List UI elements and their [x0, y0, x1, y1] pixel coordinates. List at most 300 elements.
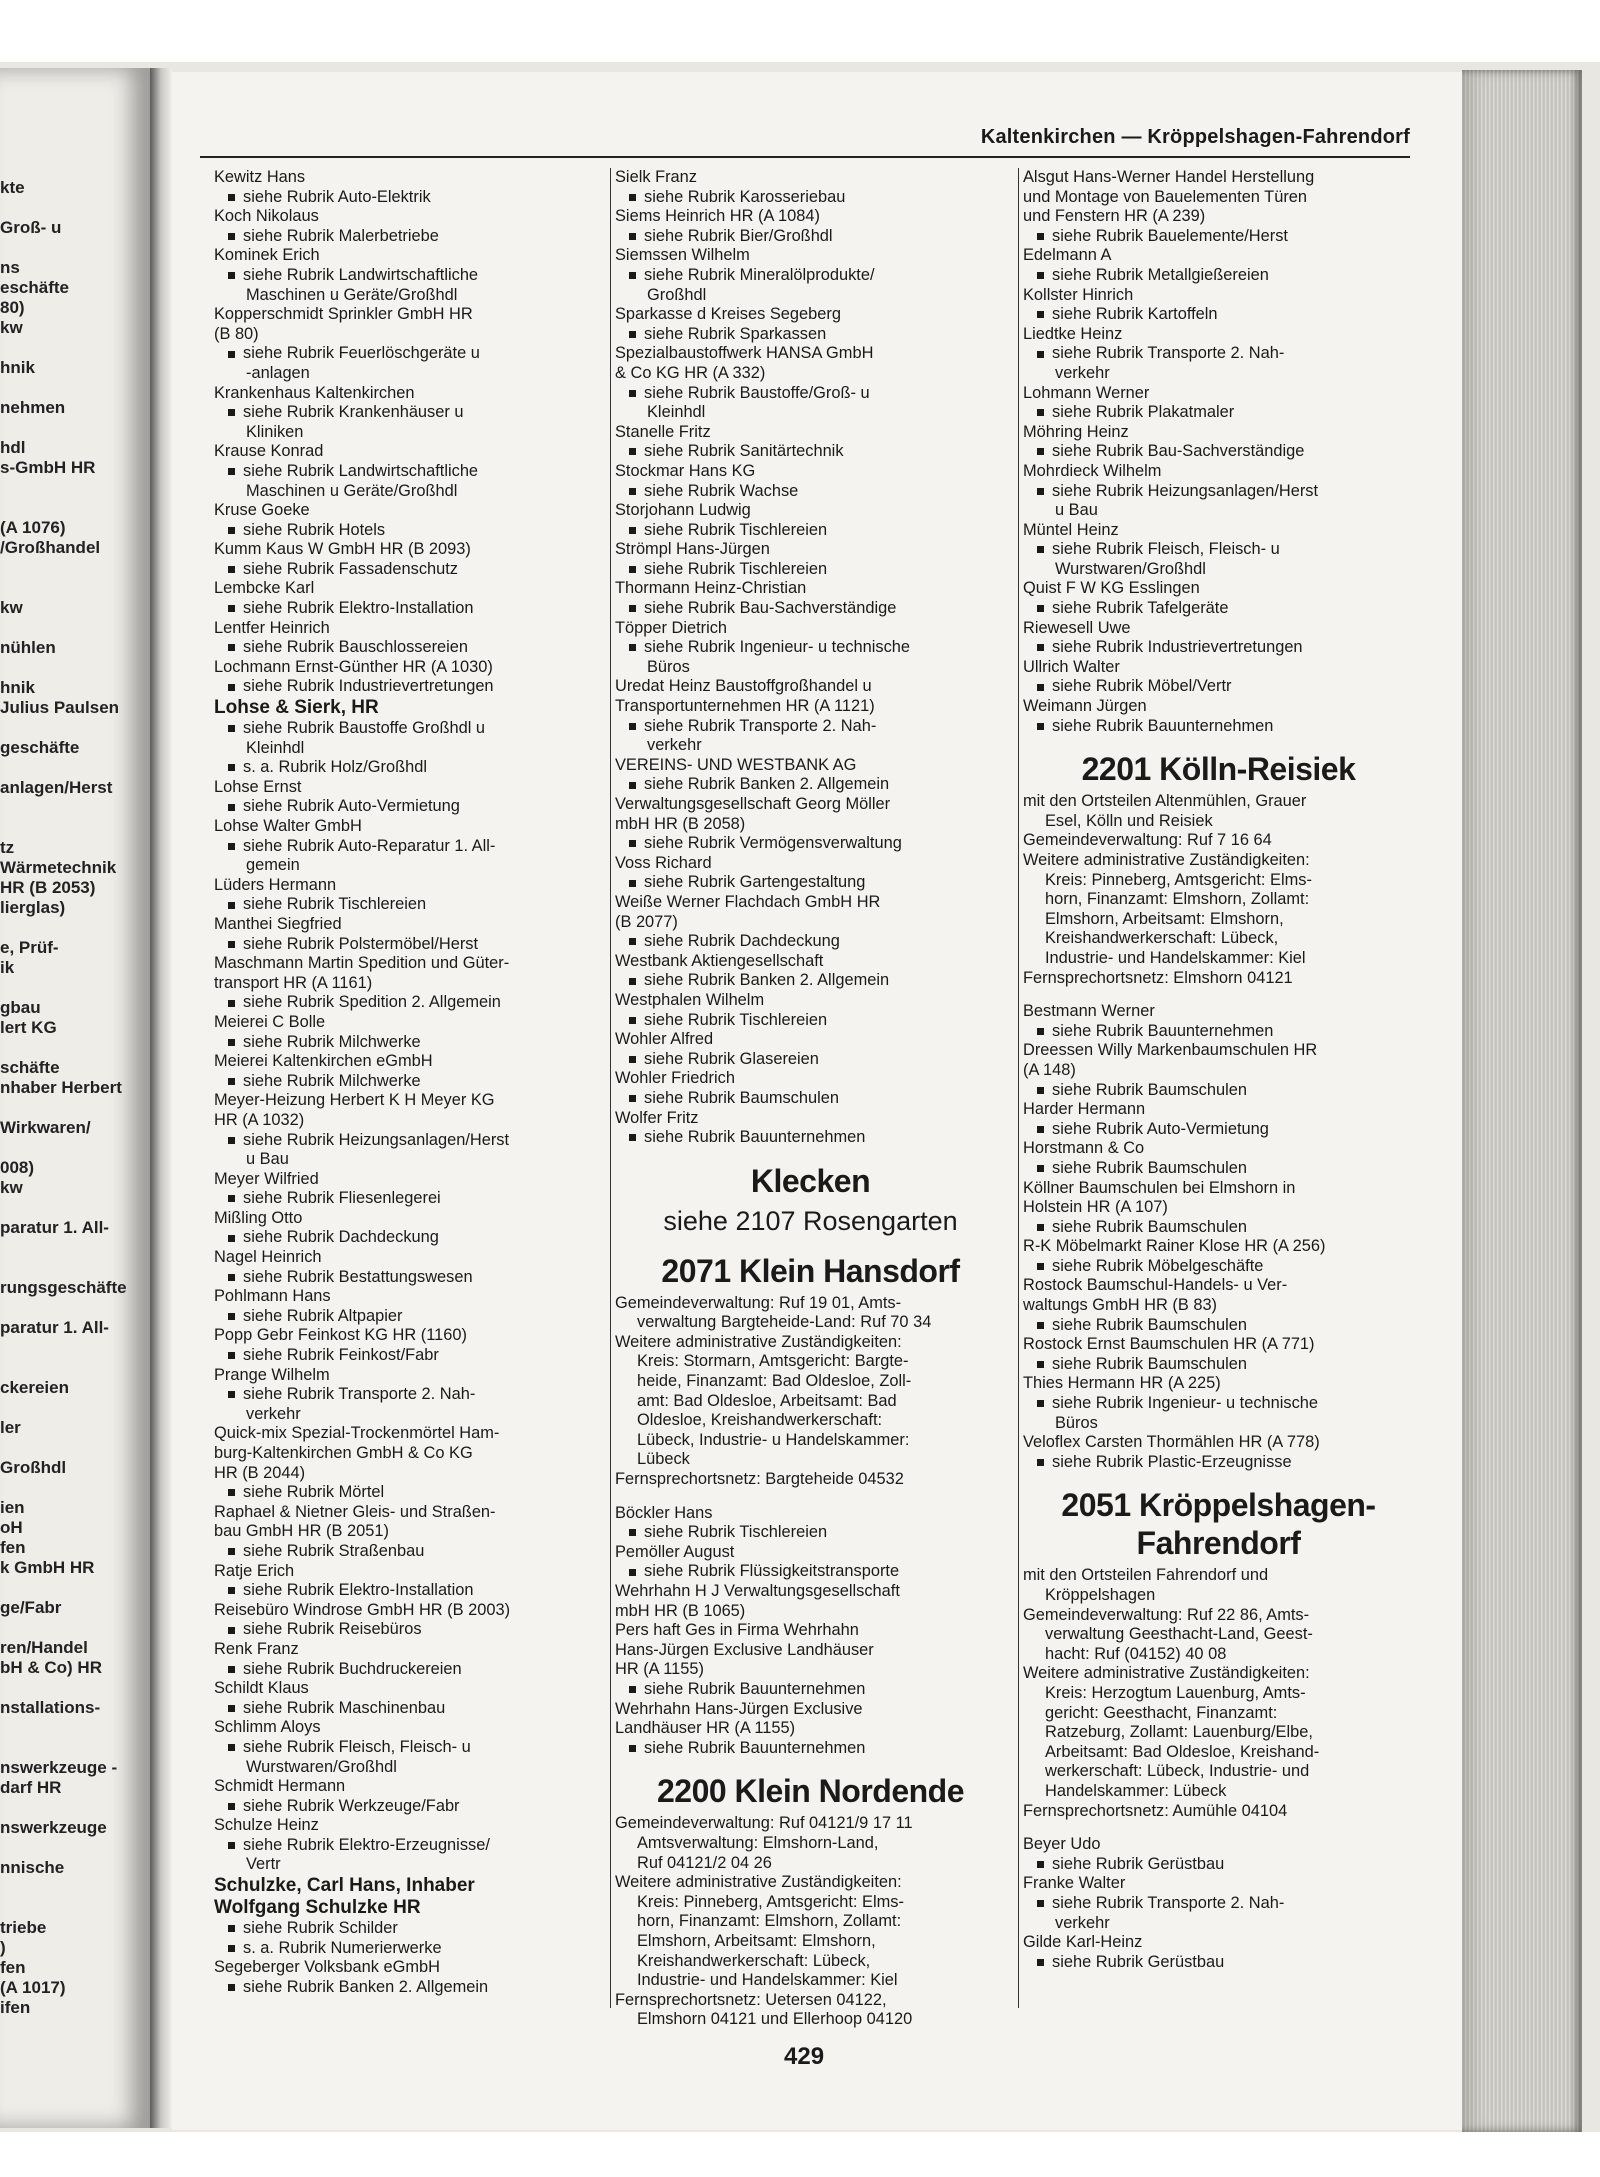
entry-name: Wohler Friedrich	[615, 1069, 735, 1088]
rubric-reference	[615, 971, 1006, 991]
rubric-reference	[214, 993, 605, 1013]
rubric-reference	[615, 560, 1006, 580]
rubric-reference-text: s. a. Rubrik Numerierwerke	[243, 1938, 442, 1957]
entry-name: Siems Heinrich HR (A 1084)	[615, 207, 820, 226]
bullet-icon	[629, 1745, 636, 1752]
entry-name: Lohmann Werner	[1023, 383, 1150, 402]
left-page-text-fragment: schäfte	[0, 1058, 60, 1077]
rubric-reference-text: siehe Rubrik Bau-Sachverständige	[644, 599, 897, 618]
rubric-reference-text: siehe Rubrik Milchwerke	[243, 1071, 421, 1090]
rubric-reference	[1023, 1355, 1414, 1375]
rubric-reference-text: siehe Rubrik Bauunternehmen	[1052, 1021, 1274, 1040]
rubric-reference-continued: Wurstwaren/Großhdl	[246, 1757, 397, 1776]
bullet-icon	[629, 331, 636, 338]
town-info-continued: Lübeck	[637, 1450, 690, 1469]
entry-name: Uredat Heinz Baustoffgroßhandel u	[615, 677, 872, 696]
town-info-continued: gericht: Geesthacht, Finanzamt:	[1045, 1703, 1278, 1722]
town-heading: 2071 Klein Hansdorf	[661, 1252, 960, 1289]
town-info-continued: Oldesloe, Kreishandwerkerschaft:	[637, 1411, 883, 1430]
left-page-text-fragment: paratur 1. All-	[0, 1318, 109, 1337]
left-page-text-fragment: nswerkzeuge -	[0, 1758, 118, 1777]
bullet-icon	[228, 1842, 235, 1849]
bullet-icon	[629, 1686, 636, 1693]
bullet-icon	[228, 764, 235, 771]
rubric-reference	[1023, 638, 1414, 658]
bullet-icon	[1037, 644, 1044, 651]
bullet-icon	[629, 880, 636, 887]
left-page-text-fragment: Großhdl	[0, 1458, 67, 1477]
left-page-text-fragment: hnik	[0, 358, 35, 377]
rubric-reference-text: siehe Rubrik Tischlereien	[243, 895, 427, 914]
town-crossref: siehe 2107 Rosengarten	[663, 1205, 958, 1236]
rubric-reference	[214, 1919, 605, 1939]
rubric-reference	[1023, 482, 1414, 502]
rubric-reference-text: siehe Rubrik Flüssigkeitstransporte	[644, 1562, 900, 1581]
entry-name: Prange Wilhelm	[214, 1365, 330, 1384]
town-info: Fernsprechortsnetz: Uetersen 04122,	[615, 1990, 887, 2009]
rubric-reference-text: siehe Rubrik Krankenhäuser u	[243, 403, 464, 422]
entry-name: Weiße Werner Flachdach GmbH HR	[615, 892, 881, 911]
bullet-icon	[228, 194, 235, 201]
rubric-reference	[214, 560, 605, 580]
bullet-icon	[228, 902, 235, 909]
bullet-icon	[1037, 1126, 1044, 1133]
rubric-reference	[214, 1939, 605, 1959]
left-page-text-fragment: kte	[0, 178, 25, 197]
entry-name: Lentfer Heinrich	[214, 618, 330, 637]
entry-name: Beyer Udo	[1023, 1835, 1101, 1854]
left-page-text-fragment: ien	[0, 1498, 25, 1517]
rubric-reference-text: siehe Rubrik Industrievertretungen	[243, 677, 494, 696]
bullet-icon	[228, 1925, 235, 1932]
entry-name: R-K Möbelmarkt Rainer Klose HR (A 256)	[1023, 1237, 1326, 1256]
rubric-reference	[1023, 1894, 1414, 1914]
town-info: Weitere administrative Zuständigkeiten:	[1023, 851, 1310, 869]
bullet-icon	[1037, 409, 1044, 416]
town-info-continued: Elmshorn, Arbeitsamt: Elmshorn,	[637, 1931, 876, 1950]
town-info: Fernsprechortsnetz: Aumühle 04104	[1023, 1801, 1288, 1820]
rubric-reference	[1023, 1453, 1414, 1473]
rubric-reference-text: siehe Rubrik Fassadenschutz	[243, 559, 459, 578]
entry-name: Pers haft Ges in Firma Wehrhahn	[615, 1621, 859, 1640]
left-page-text-fragment: paratur 1. All-	[0, 1218, 109, 1237]
rubric-reference-text: siehe Rubrik Mörtel	[243, 1483, 385, 1502]
entry-name: und Fenstern HR (A 239)	[1023, 207, 1206, 226]
rubric-reference-continued: Büros	[647, 657, 690, 676]
rubric-reference-continued: u Bau	[246, 1150, 289, 1169]
entry-name: Stockmar Hans KG	[615, 461, 756, 480]
entry-name-highlight: Schulzke, Carl Hans, Inhaber	[214, 1875, 475, 1897]
rubric-reference	[1023, 1159, 1414, 1179]
town-info-continued: Handelskammer: Lübeck	[1045, 1781, 1227, 1800]
rubric-reference-text: siehe Rubrik Gerüstbau	[1052, 1952, 1225, 1971]
entry-name: Meierei C Bolle	[214, 1012, 326, 1031]
bullet-icon	[629, 644, 636, 651]
entry-name: Wehrhahn H J Verwaltungsgesellschaft	[615, 1582, 900, 1600]
entry-name: & Co KG HR (A 332)	[615, 363, 766, 382]
bullet-icon	[228, 1313, 235, 1320]
rubric-reference-continued: Maschinen u Geräte/Großhdl	[246, 285, 458, 304]
rubric-reference	[214, 1033, 605, 1053]
entry-name: Verwaltungsgesellschaft Georg Möller	[615, 795, 891, 813]
left-page-text-fragment: kw	[0, 318, 23, 337]
rubric-reference-text: siehe Rubrik Transporte 2. Nah-	[644, 716, 877, 735]
entry-name: Harder Hermann	[1023, 1100, 1146, 1119]
entry-name: Lohse Ernst	[214, 777, 302, 796]
entry-name: Lembcke Karl	[214, 579, 315, 598]
bullet-icon	[228, 1274, 235, 1281]
entry-name: Schmidt Hermann	[214, 1777, 346, 1796]
entry-name: Kumm Kaus W GmbH HR (B 2093)	[214, 540, 471, 559]
rubric-reference	[615, 599, 1006, 619]
entry-name-highlight: Wolfgang Schulzke HR	[214, 1897, 421, 1919]
rubric-reference	[1023, 540, 1414, 560]
rubric-reference	[1023, 1316, 1414, 1336]
bullet-icon	[1037, 1459, 1044, 1466]
bullet-icon	[1037, 723, 1044, 730]
rubric-reference-continued: verkehr	[647, 736, 702, 755]
entry-name: Möhring Heinz	[1023, 422, 1129, 441]
rubric-reference	[615, 325, 1006, 345]
entry-name-highlight: Lohse & Sierk, HR	[214, 697, 379, 719]
left-page-text-fragment: ge/Fabr	[0, 1598, 62, 1617]
bullet-icon	[1037, 311, 1044, 318]
entry-name: Reisebüro Windrose GmbH HR (B 2003)	[214, 1600, 511, 1619]
rubric-reference-text: siehe Rubrik Baumschulen	[1052, 1315, 1247, 1334]
entry-name: Meyer Wilfried	[214, 1169, 319, 1188]
rubric-reference-text: siehe Rubrik Sanitärtechnik	[644, 442, 844, 461]
rubric-reference-text: siehe Rubrik Spedition 2. Allgemein	[243, 993, 501, 1012]
town-info-continued: Kreishandwerkerschaft: Lübeck,	[1045, 929, 1279, 948]
entry-name: Quist F W KG Esslingen	[1023, 579, 1200, 598]
rubric-reference-text: siehe Rubrik Wachse	[644, 481, 799, 500]
bullet-icon	[228, 468, 235, 475]
rubric-reference-text: s. a. Rubrik Holz/Großhdl	[243, 758, 427, 777]
town-info-continued: Kreis: Herzogtum Lauenburg, Amts-	[1045, 1683, 1306, 1702]
rubric-reference	[214, 1072, 605, 1092]
left-page-text-fragment: lert KG	[0, 1018, 57, 1037]
left-page-text-fragment: bH & Co) HR	[0, 1658, 102, 1677]
rubric-reference-text: siehe Rubrik Auto-Vermietung	[243, 797, 460, 816]
rubric-reference	[1023, 1081, 1414, 1101]
entry-name: Schulze Heinz	[214, 1816, 319, 1835]
entry-name: transport HR (A 1161)	[214, 973, 373, 992]
rubric-reference-text: siehe Rubrik Dachdeckung	[243, 1228, 439, 1247]
entry-name: Landhäuser HR (A 1155)	[615, 1719, 796, 1738]
rubric-reference-text: siehe Rubrik Bau-Sachverständige	[1052, 442, 1305, 461]
rubric-reference	[615, 638, 1006, 658]
left-page-text-fragment: /Großhandel	[0, 538, 101, 557]
entry-name: bau GmbH HR (B 2051)	[214, 1522, 389, 1541]
bullet-icon	[228, 1078, 235, 1085]
rubric-reference	[214, 599, 605, 619]
entry-name: Müntel Heinz	[1023, 520, 1119, 539]
entry-name: Westphalen Wilhelm	[615, 990, 765, 1009]
rubric-reference-continued: Großhdl	[647, 285, 707, 304]
rubric-reference-text: siehe Rubrik Landwirtschaftliche	[243, 265, 479, 284]
rubric-reference-text: siehe Rubrik Bauunternehmen	[644, 1738, 866, 1757]
left-page-text-fragment: triebe	[0, 1918, 47, 1937]
rubric-reference	[214, 1307, 605, 1327]
rubric-reference	[1023, 1855, 1414, 1875]
entry-name: Schlimm Aloys	[214, 1718, 321, 1737]
rubric-reference-text: siehe Rubrik Karosseriebau	[644, 187, 846, 206]
bullet-icon	[228, 644, 235, 651]
entry-name: waltungs GmbH HR (B 83)	[1023, 1296, 1218, 1315]
rubric-reference-continued: u Bau	[1055, 501, 1098, 520]
rubric-reference	[214, 1483, 605, 1503]
rubric-reference	[214, 1660, 605, 1680]
entry-name: Pemöller August	[615, 1542, 735, 1561]
entry-name: Köllner Baumschulen bei Elmshorn in	[1023, 1178, 1296, 1197]
rubric-reference	[1023, 305, 1414, 325]
bullet-icon	[629, 978, 636, 985]
left-page-text-fragment: ik	[0, 958, 15, 977]
bullet-icon	[1037, 351, 1044, 358]
bullet-icon	[228, 1195, 235, 1202]
entry-name: Thies Hermann HR (A 225)	[1023, 1374, 1221, 1393]
rubric-reference	[615, 775, 1006, 795]
rubric-reference-text: siehe Rubrik Hotels	[243, 520, 386, 539]
town-info: Weitere administrative Zuständigkeiten:	[1023, 1664, 1310, 1683]
town-info: Fernsprechortsnetz: Elmshorn 04121	[1023, 968, 1293, 987]
bullet-icon	[1037, 272, 1044, 279]
bullet-icon	[228, 351, 235, 358]
entry-name: Storjohann Ludwig	[615, 501, 751, 520]
entry-name: Koch Nikolaus	[214, 207, 319, 226]
bullet-icon	[228, 1548, 235, 1555]
rubric-reference-continued: Wurstwaren/Großhdl	[1055, 559, 1206, 578]
entry-name: Kewitz Hans	[214, 168, 306, 186]
rubric-reference	[214, 1978, 605, 1998]
town-info-continued: werkerschaft: Lübeck, Industrie- und	[1045, 1762, 1310, 1781]
left-page-text-fragment: nnische	[0, 1858, 65, 1877]
rubric-reference-text: siehe Rubrik Plastic-Erzeugnisse	[1052, 1452, 1292, 1471]
rubric-reference-text: siehe Rubrik Heizungsanlagen/Herst	[1052, 481, 1319, 500]
bullet-icon	[629, 1095, 636, 1102]
rubric-reference	[214, 638, 605, 658]
entry-name: Kruse Goeke	[214, 501, 310, 520]
town-info-continued: verwaltung Geesthacht-Land, Geest-	[1045, 1625, 1313, 1644]
rubric-reference	[615, 521, 1006, 541]
rubric-reference-text: siehe Rubrik Feinkost/Fabr	[243, 1346, 439, 1365]
rubric-reference-text: siehe Rubrik Banken 2. Allgemein	[243, 1977, 489, 1996]
rubric-reference	[214, 1699, 605, 1719]
left-page-text-fragment: ler	[0, 1418, 21, 1437]
bullet-icon	[629, 938, 636, 945]
bullet-icon	[228, 1137, 235, 1144]
town-info: mit den Ortsteilen Fahrendorf und	[1023, 1566, 1269, 1585]
left-page-text-fragment: ns	[0, 258, 20, 277]
rubric-reference-continued: verkehr	[1055, 363, 1110, 382]
town-info-continued: Lübeck, Industrie- u Handelskammer:	[637, 1430, 910, 1449]
bullet-icon	[228, 1744, 235, 1751]
entry-name: Wohler Alfred	[615, 1030, 714, 1049]
entry-name: Gilde Karl-Heinz	[1023, 1933, 1143, 1952]
left-page-text-fragment: nswerkzeuge	[0, 1818, 107, 1837]
rubric-reference-text: siehe Rubrik Gerüstbau	[1052, 1854, 1225, 1873]
town-info-continued: Elmshorn, Arbeitsamt: Elmshorn,	[1045, 909, 1284, 928]
left-page-text-fragment: HR (B 2053)	[0, 878, 96, 897]
town-heading: 2200 Klein Nordende	[656, 1773, 965, 1810]
bullet-icon	[629, 1017, 636, 1024]
bullet-icon	[228, 725, 235, 732]
entry-name: Popp Gebr Feinkost KG HR (1160)	[214, 1326, 467, 1345]
rubric-reference-text: siehe Rubrik Auto-Vermietung	[1052, 1119, 1269, 1138]
rubric-reference-text: siehe Rubrik Buchdruckereien	[243, 1659, 462, 1678]
entry-name: Transportunternehmen HR (A 1121)	[615, 697, 875, 716]
rubric-reference-text: siehe Rubrik Heizungsanlagen/Herst	[243, 1130, 510, 1149]
rubric-reference-text: siehe Rubrik Möbel/Vertr	[1052, 677, 1232, 696]
rubric-reference	[615, 442, 1006, 462]
entry-name: Segeberger Volksbank eGmbH	[214, 1958, 440, 1977]
left-page-text-fragment: Wärmetechnik	[0, 858, 117, 877]
entry-name: Wehrhahn Hans-Jürgen Exclusive	[615, 1699, 863, 1718]
town-info-continued: horn, Finanzamt: Elmshorn, Zollamt:	[637, 1912, 902, 1931]
rubric-reference-text: siehe Rubrik Ingenieur- u technische	[1052, 1394, 1319, 1413]
rubric-reference-continued: verkehr	[246, 1404, 301, 1423]
rubric-reference	[214, 797, 605, 817]
town-info-continued: verwaltung Bargteheide-Land: Ruf 70 34	[637, 1313, 932, 1332]
bullet-icon	[629, 566, 636, 573]
bullet-icon	[228, 1489, 235, 1496]
rubric-reference-text: siehe Rubrik Baustoffe Großhdl u	[243, 719, 486, 738]
left-page-text-fragment: hdl	[0, 438, 26, 457]
rubric-reference-text: siehe Rubrik Fleisch, Fleisch- u	[1052, 540, 1280, 559]
town-info-continued: Esel, Kölln und Reisiek	[1045, 811, 1213, 830]
left-page-edge	[0, 68, 150, 2128]
left-page-text-fragment: Wirkwaren/	[0, 1118, 91, 1137]
rubric-reference	[214, 1131, 605, 1151]
bullet-icon	[228, 1945, 235, 1952]
bullet-icon	[1037, 448, 1044, 455]
left-page-text-fragment: ifen	[0, 1998, 31, 2017]
entry-name: Bestmann Werner	[1023, 1002, 1155, 1021]
entry-name: Ratje Erich	[214, 1561, 295, 1580]
left-page-text-fragment: Julius Paulsen	[0, 698, 120, 717]
directory-column-1	[210, 168, 605, 1997]
town-info-continued: Kreishandwerkerschaft: Lübeck,	[637, 1951, 871, 1970]
bullet-icon	[228, 684, 235, 691]
rubric-reference	[214, 1836, 605, 1856]
rubric-reference-text: siehe Rubrik Fliesenlegerei	[243, 1189, 441, 1208]
entry-name: Renk Franz	[214, 1639, 299, 1658]
entry-name: Rostock Ernst Baumschulen HR (A 771)	[1023, 1335, 1315, 1354]
entry-name: Meierei Kaltenkirchen eGmbH	[214, 1052, 433, 1071]
town-info-continued: Arbeitsamt: Bad Oldesloe, Kreishand-	[1045, 1742, 1320, 1761]
rubric-reference-text: siehe Rubrik Bauschlossereien	[243, 638, 469, 657]
rubric-reference	[615, 1050, 1006, 1070]
bullet-icon	[629, 605, 636, 612]
entry-name: Rostock Baumschul-Handels- u Ver-	[1023, 1276, 1288, 1295]
bullet-icon	[1037, 1900, 1044, 1907]
entry-name: Thormann Heinz-Christian	[615, 579, 807, 598]
spacer	[1023, 988, 1414, 1002]
rubric-reference-text: siehe Rubrik Industrievertretungen	[1052, 638, 1303, 657]
bullet-icon	[629, 1569, 636, 1576]
entry-name: (B 80)	[214, 324, 259, 343]
bullet-icon	[1037, 1959, 1044, 1966]
entry-name: (A 148)	[1023, 1060, 1076, 1079]
left-page-text-fragment: tz	[0, 838, 15, 857]
left-page-text-fragment: )	[0, 1938, 6, 1957]
rubric-reference-text: siehe Rubrik Bauunternehmen	[1052, 716, 1274, 735]
rubric-reference-text: siehe Rubrik Landwirtschaftliche	[243, 461, 479, 480]
rubric-reference-text: siehe Rubrik Schilder	[243, 1919, 398, 1938]
entry-name: Mohrdieck Wilhelm	[1023, 461, 1162, 480]
town-info: Weitere administrative Zuständigkeiten:	[615, 1873, 902, 1892]
town-info: Gemeindeverwaltung: Ruf 04121/9 17 11	[615, 1814, 913, 1833]
rubric-reference-text: siehe Rubrik Transporte 2. Nah-	[243, 1385, 476, 1404]
left-page-text-fragment: kw	[0, 1178, 23, 1197]
entry-name: mbH HR (B 2058)	[615, 814, 746, 833]
bullet-icon	[629, 448, 636, 455]
rubric-reference-text: siehe Rubrik Altpapier	[243, 1306, 403, 1325]
rubric-reference-text: siehe Rubrik Bier/Großhdl	[644, 226, 833, 245]
rubric-reference-text: siehe Rubrik Metallgießereien	[1052, 265, 1269, 284]
entry-name: Holstein HR (A 107)	[1023, 1198, 1168, 1217]
bullet-icon	[1037, 1361, 1044, 1368]
left-page-text-fragment: ckereien	[0, 1378, 69, 1397]
bullet-icon	[228, 1984, 235, 1991]
rubric-reference	[1023, 403, 1414, 423]
left-page-text-fragment: 80)	[0, 298, 25, 317]
rubric-reference	[615, 1739, 1006, 1759]
rubric-reference	[615, 266, 1006, 286]
bullet-icon	[228, 409, 235, 416]
bullet-icon	[629, 782, 636, 789]
left-page-text-fragment: ren/Handel	[0, 1638, 88, 1657]
rubric-reference	[214, 1738, 605, 1758]
bullet-icon	[228, 804, 235, 811]
rubric-reference	[1023, 344, 1414, 364]
entry-name: Kollster Hinrich	[1023, 285, 1134, 304]
entry-name: HR (A 1155)	[615, 1660, 704, 1679]
town-info: Gemeindeverwaltung: Ruf 7 16 64	[1023, 831, 1272, 850]
bullet-icon	[1037, 1263, 1044, 1270]
left-page-text-fragment: e, Prüf-	[0, 938, 59, 957]
left-page-text-fragment: nstallations-	[0, 1698, 101, 1717]
rubric-reference	[615, 1128, 1006, 1148]
rubric-reference	[214, 462, 605, 482]
entry-name: Stanelle Fritz	[615, 422, 711, 441]
left-page-text-fragment: s-GmbH HR	[0, 458, 96, 477]
town-info-continued: hacht: Ruf (04152) 40 08	[1045, 1644, 1227, 1663]
bullet-icon	[629, 488, 636, 495]
bullet-icon	[629, 1529, 636, 1536]
rubric-reference	[214, 935, 605, 955]
rubric-reference-text: siehe Rubrik Baumschulen	[1052, 1217, 1247, 1236]
rubric-reference	[214, 1346, 605, 1366]
entry-name: Manthei Siegfried	[214, 914, 342, 933]
rubric-reference-text: siehe Rubrik Reisebüros	[243, 1620, 422, 1639]
rubric-reference-continued: Kliniken	[246, 422, 304, 441]
entry-name: Mißling Otto	[214, 1208, 303, 1227]
entry-name: Sielk Franz	[615, 168, 697, 186]
left-page-text-fragment: lierglas)	[0, 898, 66, 917]
rubric-reference	[615, 482, 1006, 502]
entry-name: Nagel Heinrich	[214, 1248, 322, 1267]
rubric-reference-text: siehe Rubrik Gartengestaltung	[644, 873, 866, 892]
spacer	[615, 1490, 1006, 1504]
town-info: Gemeindeverwaltung: Ruf 19 01, Amts-	[615, 1293, 902, 1312]
left-page-text-fragment: fen	[0, 1538, 26, 1557]
entry-name: Meyer-Heizung Herbert K H Meyer KG	[214, 1091, 495, 1110]
rubric-reference-text: siehe Rubrik Auto-Reparatur 1. All-	[243, 836, 496, 855]
left-page-text-fragment: oH	[0, 1518, 23, 1537]
town-info-continued: Ruf 04121/2 04 26	[637, 1853, 772, 1872]
bullet-icon	[1037, 488, 1044, 495]
